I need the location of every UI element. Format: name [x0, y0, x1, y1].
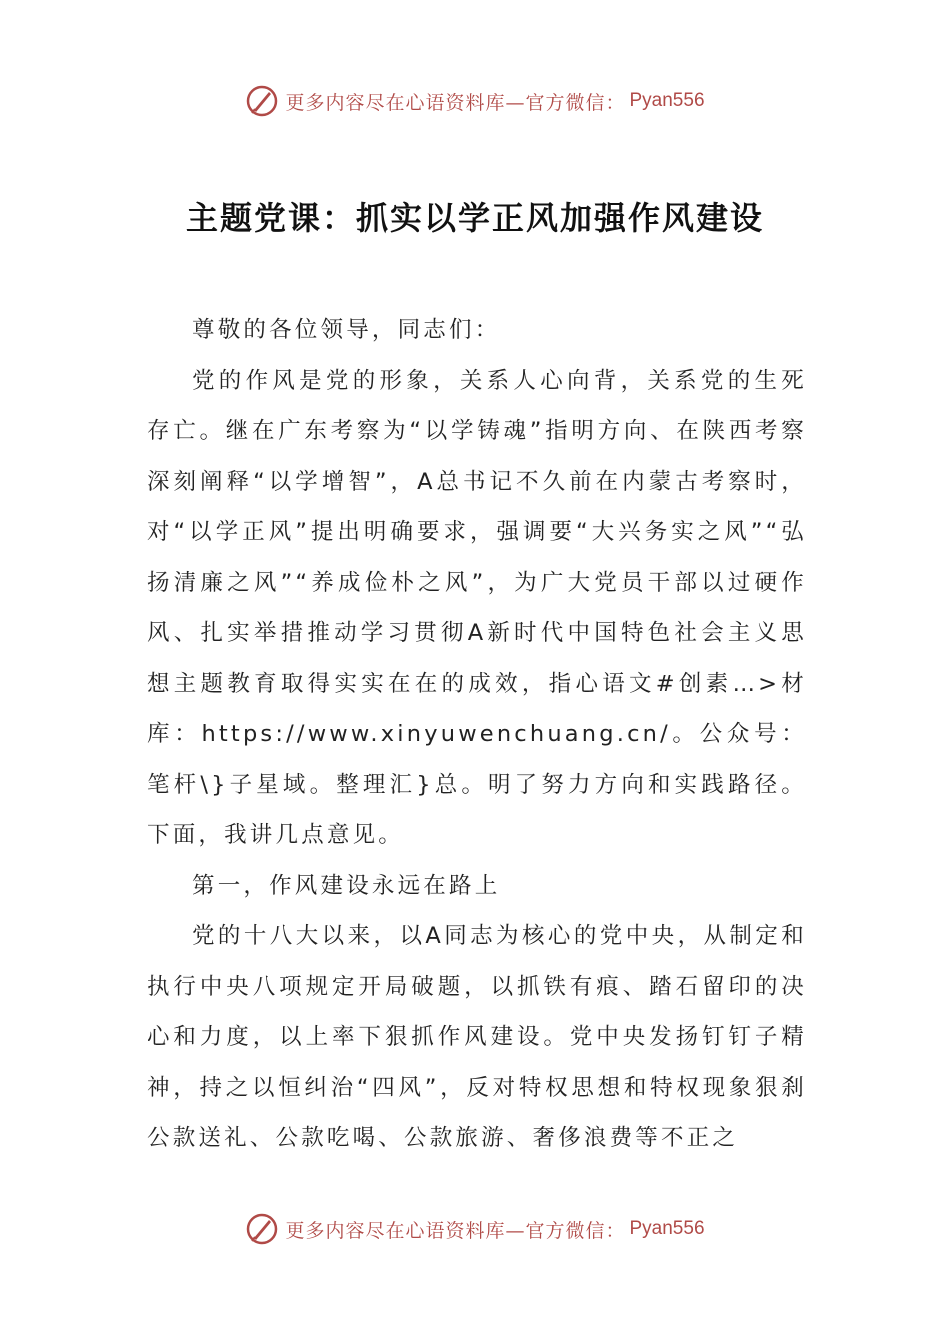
watermark-text: 更多内容尽在心语资料库—官方微信： [285, 1219, 626, 1242]
watermark-wechat-id: Pyan556 [629, 1218, 705, 1239]
header-watermark [0, 84, 950, 118]
quill-logo-icon [245, 84, 279, 118]
paragraph-body: 党的十八大以来，以A同志为核心的党中央，从制定和执行中央八项规定开局破题，以抓铁有痕、踏石留印的决心和力度，以上率下狠抓作风建设。党中央发扬钉钉子精神，持之以恒纠治“四风”，反对特权思想和特权现象狠刹公款送礼、公款吃喝、公款旅游、奢侈浪费等不正之 [147, 923, 807, 1151]
quill-logo-icon [245, 1212, 279, 1246]
document-body [147, 305, 807, 1164]
paragraph-salutation: 尊敬的各位领导，同志们： [192, 317, 501, 343]
watermark-wechat-id: Pyan556 [629, 90, 705, 111]
document-title: 主题党课：抓实以学正风加强作风建设 [185, 199, 764, 238]
paragraph-intro: 党的作风是党的形象，关系人心向背，关系党的生死存亡。继在广东考察为“以学铸魂”指明方向、在陕西考察深刻阐释“以学增智”，A总书记不久前在内蒙古考察时，对“以学正风”提出明确要求，强调要“大兴务实之风”“弘扬清廉之风”“养成俭朴之风”，为广大党员干部以过硬作风、扎实举措推动学习贯彻A新时代中国特色社会主义思想主题教育取得实实在在的成效，指心语文#创素…>材库：https://www.xinyuwenchuang.cn/。公众号：笔杆\}子星域。整理汇}总。明了努力方向和实践路径。下面，我讲几点意见。 [147, 367, 807, 848]
section-heading: 第一，作风建设永远在路上 [192, 872, 501, 899]
watermark-text: 更多内容尽在心语资料库—官方微信： [285, 91, 626, 114]
footer-watermark [0, 1212, 950, 1246]
